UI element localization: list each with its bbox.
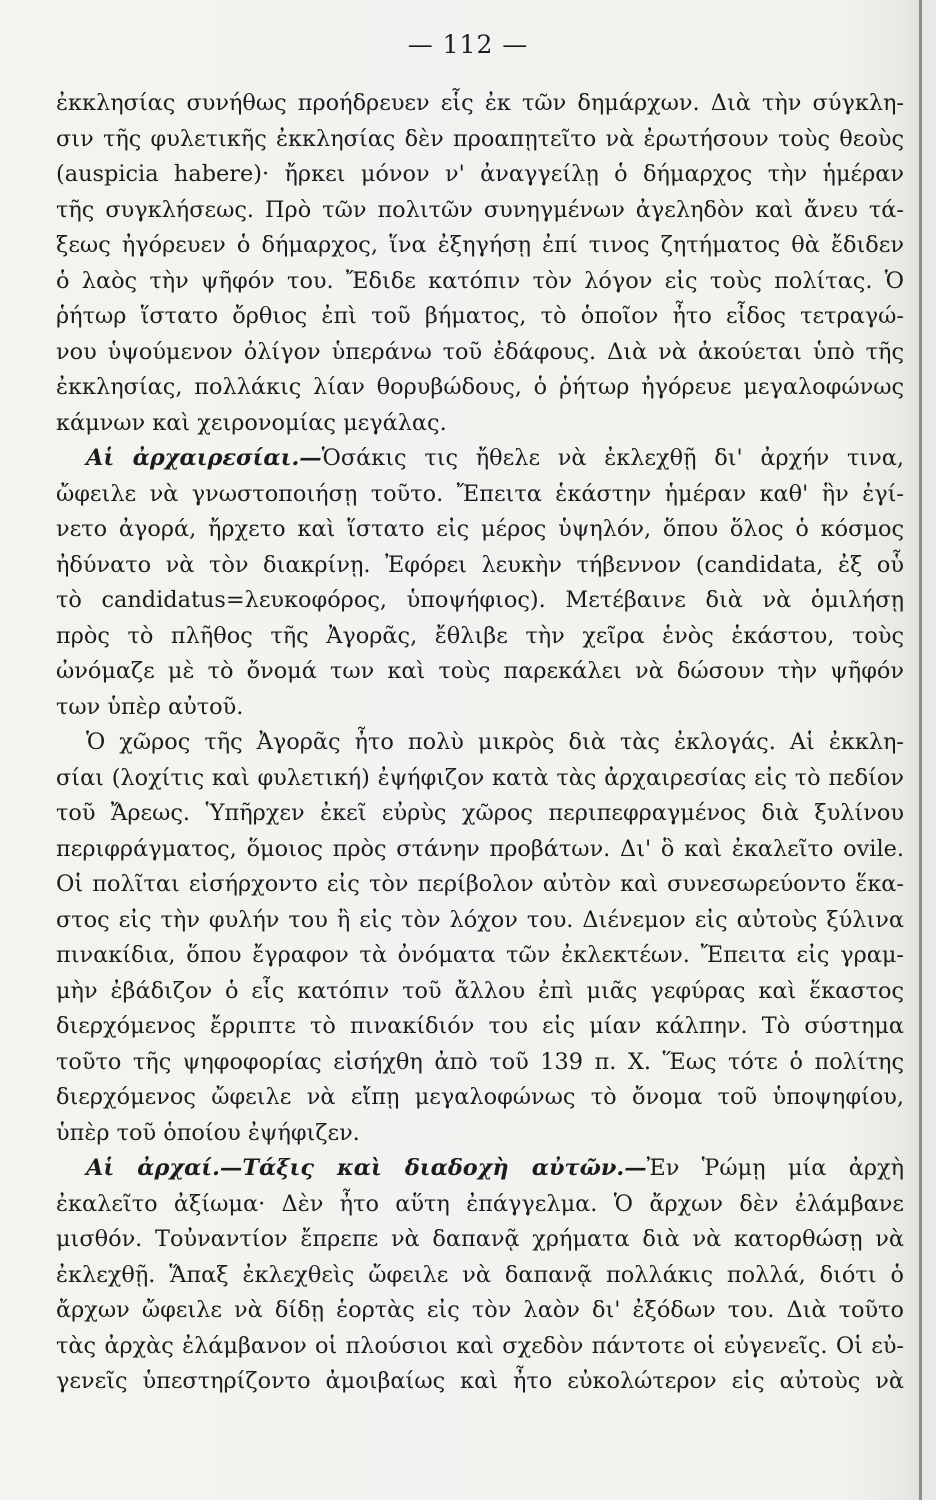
text-line: τὸ candidatus=λευκοφόρος, ὑποψήφιος). Μετέβαινε διὰ νὰ ὁμιλήσῃ <box>56 587 904 613</box>
binding-shadow <box>919 0 922 1500</box>
text-line: στος εἰς τὴν φυλήν του ἢ εἰς τὸν λόχον του. Διένεμον εἰς αὐτοὺς ξύλινα <box>56 906 904 933</box>
text-line: των ὑπὲρ αὐτοῦ. <box>56 693 244 720</box>
text-line: τὰς ἀρχὰς ἐλάμβανον οἱ πλούσιοι καὶ σχεδὸν πάντοτε οἱ εὐγενεῖς. Οἱ εὐ- <box>56 1332 904 1359</box>
text-line: κάμνων καὶ χειρονομίας μεγάλας. <box>56 409 447 436</box>
text-line: σίαι (λοχίτις καὶ φυλετική) ἐψήφιζον κατὰ τὰς ἀρχαιρεσίας εἰς τὸ πεδίον <box>56 764 904 791</box>
page-edge <box>922 0 936 1500</box>
text-line: ἐκκλησίας συνήθως προήδρευεν εἷς ἐκ τῶν δημάρχων. Διὰ τὴν σύγκλη- <box>56 90 904 116</box>
section-heading: Αἱ ἀρχαιρεσίαι.— <box>86 445 322 471</box>
text-line: σιν τῆς φυλετικῆς ἐκκλησίας δὲν προαπῃτεῖτο νὰ ἐρωτήσουν τοὺς θεοὺς <box>56 125 904 152</box>
text-line: ἄρχων ὤφειλε νὰ δίδῃ ἑορτὰς εἰς τὸν λαὸν δι' ἐξόδων του. Διὰ τοῦτο <box>56 1297 904 1323</box>
text-line: ῥήτωρ ἵστατο ὄρθιος ἐπὶ τοῦ βήματος, τὸ ὁποῖον ἦτο εἶδος τετραγώ- <box>56 303 904 329</box>
section-heading: Αἱ ἀρχαί.—Τάξις καὶ διαδοχὴ αὐτῶν.— <box>86 1155 647 1181</box>
text-line: Οἱ πολῖται εἰσήρχοντο εἰς τὸν περίβολον αὐτὸν καὶ συνεσωρεύοντο ἕκα- <box>56 871 904 897</box>
text-line: τοῦτο τῆς ψηφοφορίας εἰσήχθη ἀπὸ τοῦ 139 π. Χ. Ἕως τότε ὁ πολίτης <box>56 1048 904 1075</box>
text-line: ἐκκλησίας, πολλάκις λίαν θορυβώδους, ὁ ῥήτωρ ἠγόρευε μεγαλοφώνως <box>56 374 904 400</box>
text-line: γενεῖς ὑπεστηρίζοντο ἀμοιβαίως καὶ ἦτο εὐκολώτερον εἰς αὐτοὺς νὰ <box>56 1368 904 1394</box>
text-line: πρὸς τὸ πλῆθος τῆς Ἀγορᾶς, ἔθλιβε τὴν χεῖρα ἑνὸς ἑκάστου, τοὺς <box>56 622 904 649</box>
text-line: διερχόμενος ὤφειλε νὰ εἴπῃ μεγαλοφώνως τὸ ὄνομα τοῦ ὑποψηφίου, <box>56 1084 904 1110</box>
text-line: περιφράγματος, ὅμοιος πρὸς στάνην προβάτων. Δι' ὃ καὶ ἐκαλεῖτο ovile. <box>56 835 904 862</box>
body-text <box>56 86 904 1400</box>
text-line: ἐκλεχθῇ. Ἅπαξ ἐκλεχθεὶς ὤφειλε νὰ δαπανᾷ πολλάκις πολλά, διότι ὁ <box>56 1261 904 1288</box>
text-line: Αἱ ἀρχαί.—Τάξις καὶ διαδοχὴ αὐτῶν.—Ἐν Ῥώμῃ μία ἀρχὴ <box>86 1155 905 1181</box>
text-line: νετο ἀγορά, ἤρχετο καὶ ἵστατο εἰς μέρος ὑψηλόν, ὅπου ὅλος ὁ κόσμος <box>56 516 904 542</box>
page-number: — 112 — <box>407 30 529 59</box>
text-line: διερχόμενος ἔρριπτε τὸ πινακίδιόν του εἰς μίαν κάλπην. Τὸ σύστημα <box>56 1013 904 1039</box>
text-line: Ὁ χῶρος τῆς Ἀγορᾶς ἦτο πολὺ μικρὸς διὰ τὰς ἐκλογάς. Αἱ ἐκκλη- <box>86 729 904 755</box>
text-line: ἠδύνατο νὰ τὸν διακρίνῃ. Ἐφόρει λευκὴν τήβεννον (candidata, ἐξ οὗ <box>56 551 904 578</box>
text-line: τῆς συγκλήσεως. Πρὸ τῶν πολιτῶν συνηγμένων ἀγεληδὸν καὶ ἄνευ τά- <box>56 196 904 223</box>
text-line: πινακίδια, ὅπου ἔγραφον τὰ ὀνόματα τῶν ἐκλεκτέων. Ἔπειτα εἰς γραμ- <box>56 942 904 968</box>
text-line: νου ὑψούμενον ὀλίγον ὑπεράνω τοῦ ἐδάφους. Διὰ νὰ ἀκούεται ὑπὸ τῆς <box>56 338 904 365</box>
text-line: ὁ λαὸς τὴν ψῆφόν του. Ἔδιδε κατόπιν τὸν λόγον εἰς τοὺς πολίτας. Ὁ <box>56 267 904 294</box>
text-line: ὠνόμαζε μὲ τὸ ὄνομά των καὶ τοὺς παρεκάλει νὰ δώσουν τὴν ψῆφόν <box>56 658 904 684</box>
text-line: ὤφειλε νὰ γνωστοποιήσῃ τοῦτο. Ἔπειτα ἑκάστην ἡμέραν καθ' ἣν ἐγί- <box>56 480 904 507</box>
text-line: τοῦ Ἄρεως. Ὑπῆρχεν ἐκεῖ εὐρὺς χῶρος περιπεφραγμένος διὰ ξυλίνου <box>56 800 904 826</box>
text-line: (auspicia habere)· ἤρκει μόνον ν' ἀναγγείλῃ ὁ δήμαρχος τὴν ἡμέραν <box>56 161 904 187</box>
text-line: ἐκαλεῖτο ἀξίωμα· Δὲν ἦτο αὕτη ἐπάγγελμα. Ὁ ἄρχων δὲν ἐλάμβανε <box>56 1190 904 1217</box>
text-line: μισθόν. Τοὐναντίον ἔπρεπε νὰ δαπανᾷ χρήματα διὰ νὰ κατορθώσῃ νὰ <box>56 1226 904 1252</box>
text-line: μὴν ἐβάδιζον ὁ εἷς κατόπιν τοῦ ἄλλου ἐπὶ μιᾶς γεφύρας καὶ ἕκαστος <box>56 977 904 1004</box>
text-line: ὑπὲρ τοῦ ὁποίου ἐψήφιζεν. <box>56 1119 360 1146</box>
text-line: ξεως ἠγόρευεν ὁ δήμαρχος, ἵνα ἐξηγήσῃ ἐπί τινος ζητήματος θὰ ἔδιδεν <box>56 232 904 258</box>
text-line: Αἱ ἀρχαιρεσίαι.—Ὁσάκις τις ἤθελε νὰ ἐκλεχθῇ δι' ἀρχήν τινα, <box>86 445 904 471</box>
